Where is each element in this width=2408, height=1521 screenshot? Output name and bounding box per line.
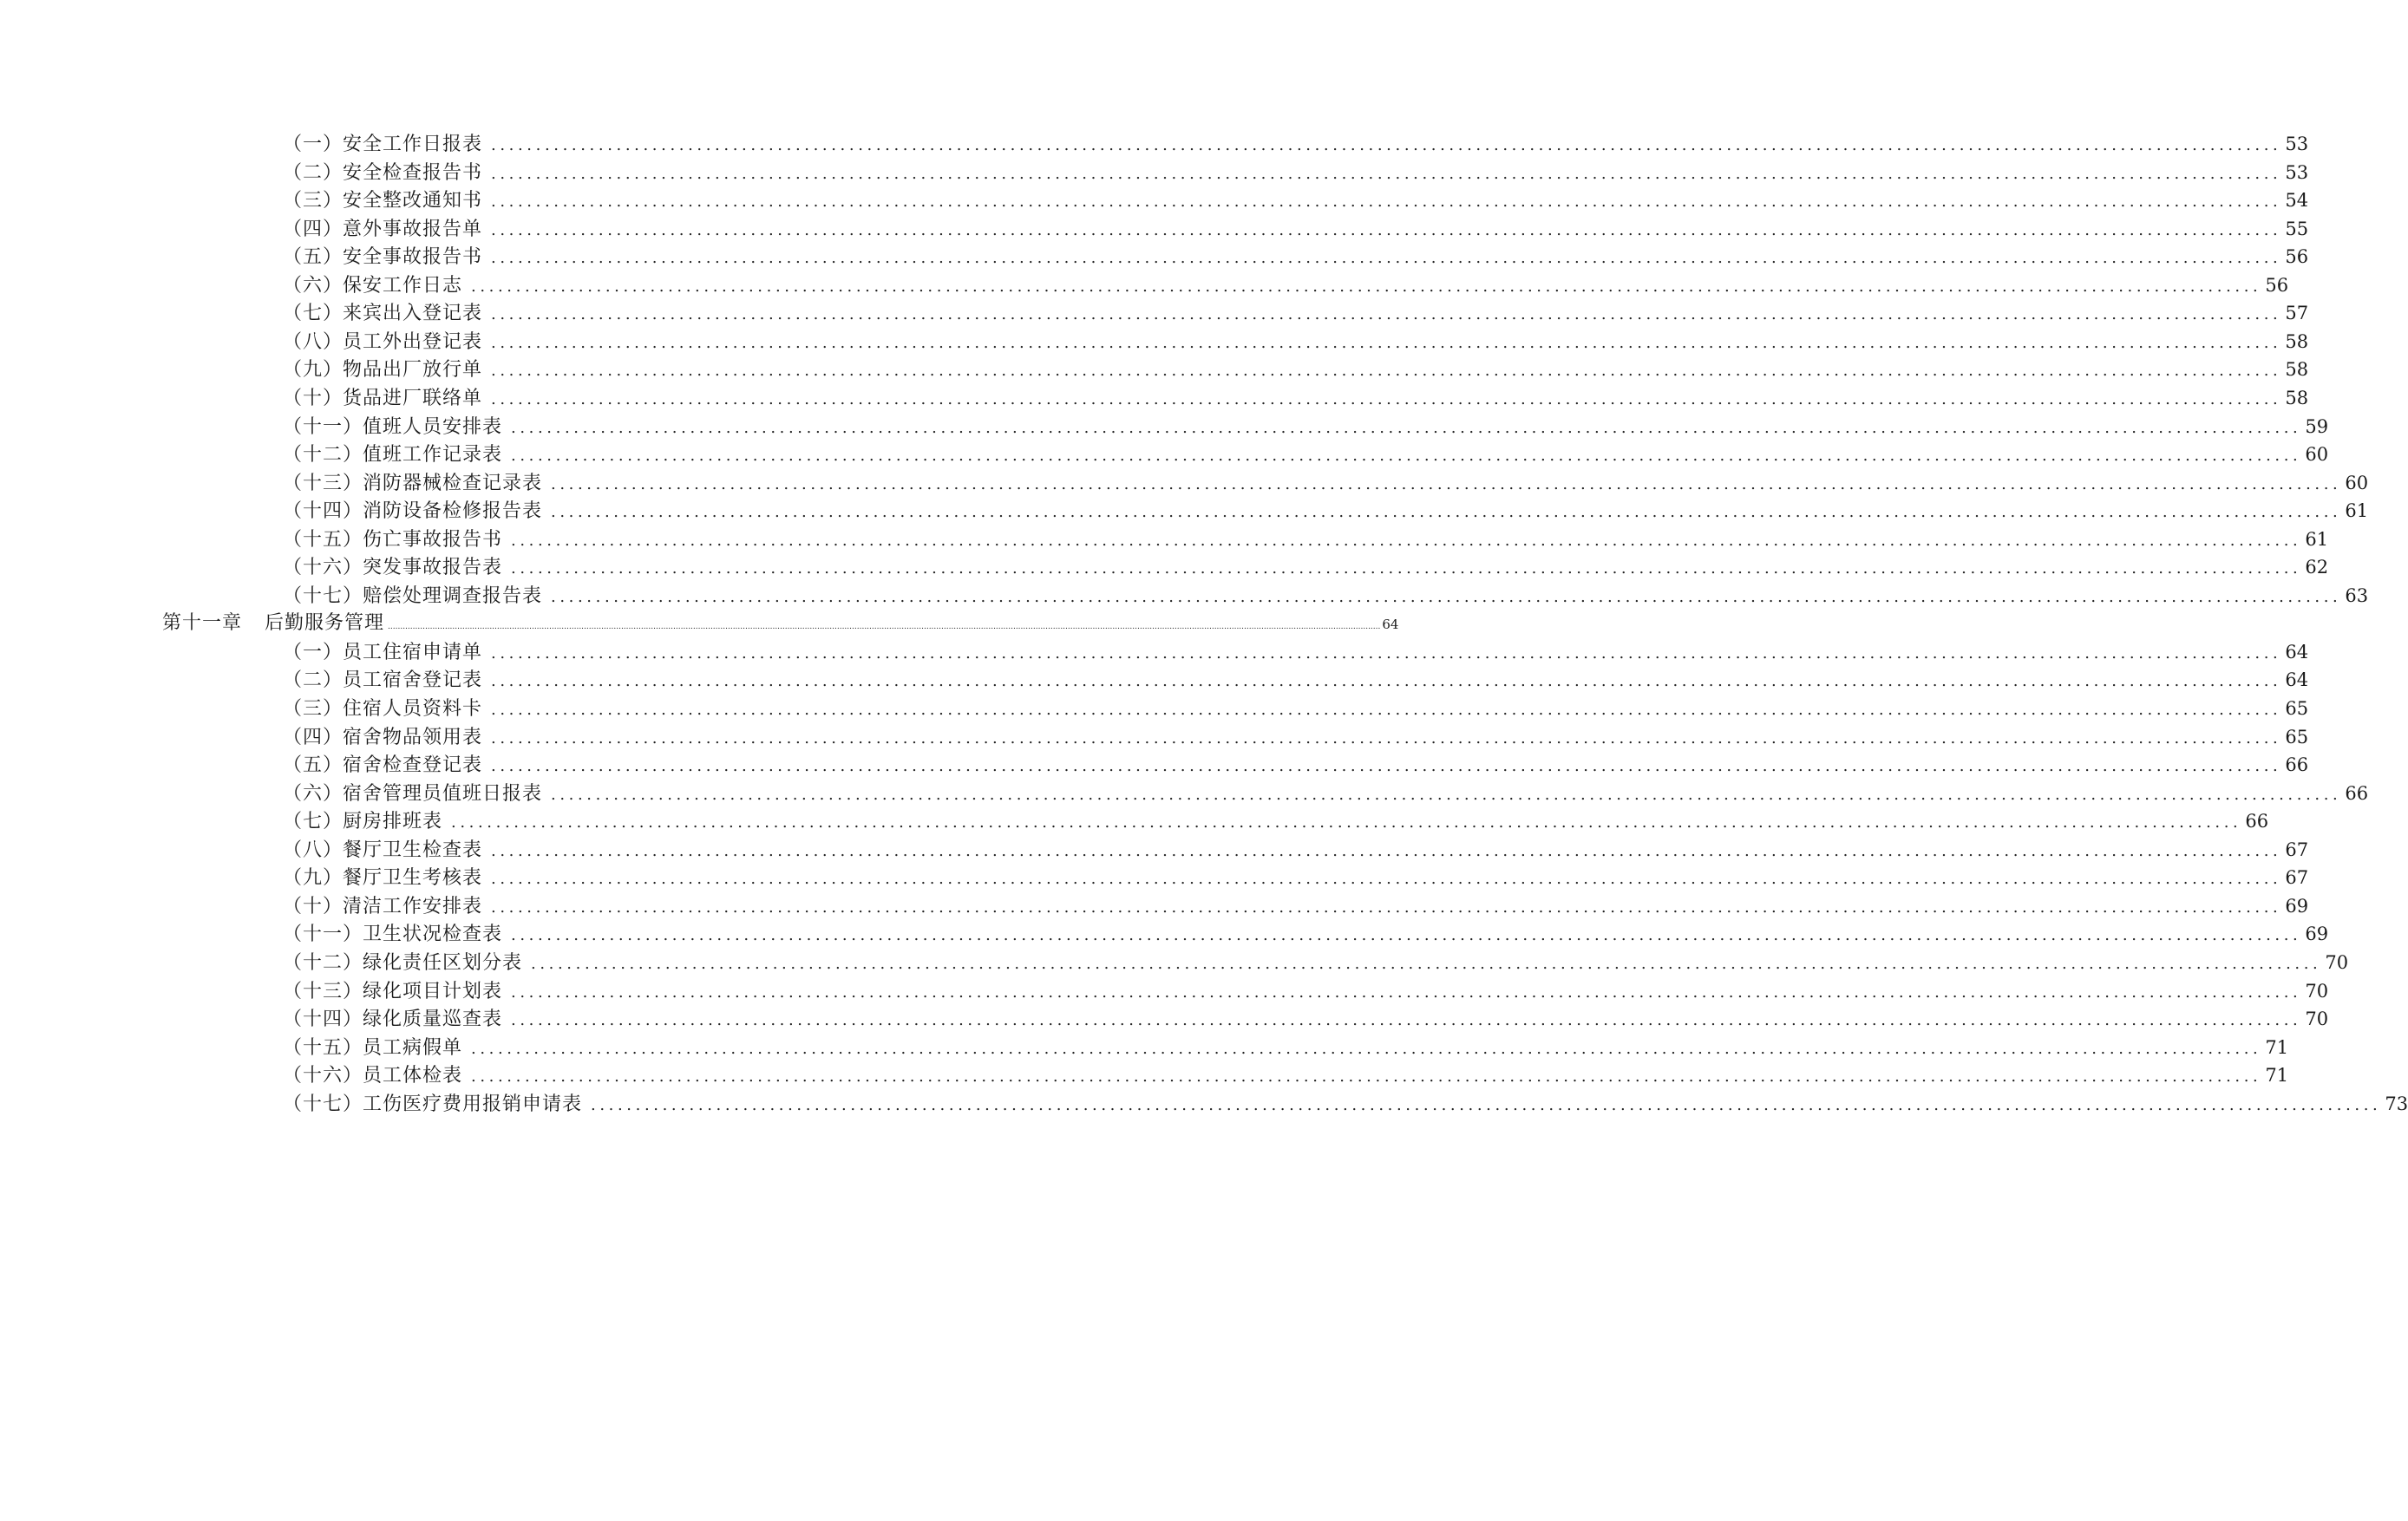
toc-entry-row[interactable]	[283, 469, 2369, 497]
page-number: 64	[2285, 669, 2309, 691]
dot-leader: ........................................................................................................................................................................................................	[471, 1039, 2262, 1058]
entry-title: （三）住宿人员资料卡	[283, 698, 483, 720]
dot-leader: ........................................................................................................................................................................................................	[491, 672, 2282, 691]
page-number: 69	[2285, 895, 2309, 917]
dot-leader: ........................................................................................................................................................................................................	[491, 389, 2282, 408]
entry-title: （四）宿舍物品领用表	[283, 726, 483, 748]
page-number: 58	[2285, 330, 2309, 352]
toc-entry-row[interactable]	[283, 271, 2289, 299]
entry-title: （五）宿舍检查登记表	[283, 754, 483, 777]
page-number: 53	[2285, 134, 2309, 154]
toc-entry-row[interactable]	[283, 215, 2309, 243]
dot-leader: ........................................................................................................................................................................................................	[511, 418, 2302, 437]
dot-leader: ........................................................................................................................................................................................................	[491, 249, 2282, 268]
toc-entry-row[interactable]	[283, 356, 2309, 383]
entry-title: （四）意外事故报告单	[283, 218, 483, 240]
toc-entry-row[interactable]	[283, 582, 2369, 610]
dot-leader: ................................................................................................................................................................................................................................................................................................................................................................................................................	[388, 623, 1381, 632]
toc-entry-row[interactable]	[283, 638, 2309, 666]
entry-title: （九）物品出厂放行单	[283, 359, 483, 382]
page-number: 65	[2285, 698, 2309, 719]
page-number: 60	[2305, 444, 2329, 466]
toc-entry-row[interactable]	[283, 695, 2309, 722]
page-number: 58	[2285, 359, 2309, 381]
page-number: 66	[2245, 811, 2269, 832]
entry-title: （十五）伤亡事故报告书	[283, 528, 503, 551]
toc-entry-row[interactable]	[283, 525, 2329, 553]
dot-leader: ........................................................................................................................................................................................................	[491, 164, 2282, 183]
dot-leader: ........................................................................................................................................................................................................	[511, 1011, 2302, 1030]
toc-entry-row[interactable]	[283, 130, 2309, 158]
toc-entry-row[interactable]	[283, 1061, 2289, 1089]
toc-entry-row[interactable]	[283, 497, 2369, 525]
page-number: 56	[2265, 274, 2289, 296]
entry-title: （十四）消防设备检修报告表	[283, 500, 543, 523]
page-number: 53	[2285, 161, 2309, 183]
page-number: 61	[2345, 500, 2369, 522]
page-number: 66	[2345, 782, 2369, 804]
page-number: 66	[2285, 754, 2309, 776]
toc-entry-row[interactable]	[283, 243, 2309, 271]
toc-entry-row[interactable]	[283, 723, 2309, 751]
toc-chapter-row[interactable]	[162, 610, 1399, 637]
dot-leader: ........................................................................................................................................................................................................	[551, 474, 2342, 493]
page-number: 70	[2325, 951, 2349, 973]
toc-entry-row[interactable]	[283, 299, 2309, 327]
toc-entry-row[interactable]	[283, 441, 2329, 468]
entry-title: （十二）绿化责任区划分表	[283, 951, 523, 974]
page-number: 65	[2285, 726, 2309, 747]
chapter-title: 后勤服务管理	[265, 612, 385, 635]
entry-title: （十一）值班人员安排表	[283, 415, 503, 438]
dot-leader: ........................................................................................................................................................................................................	[511, 559, 2302, 578]
dot-leader: ........................................................................................................................................................................................................	[491, 701, 2282, 719]
dot-leader: ........................................................................................................................................................................................................	[451, 813, 2242, 832]
page-number: 71	[2265, 1036, 2289, 1058]
dot-leader: ........................................................................................................................................................................................................	[491, 870, 2282, 889]
page-number: 73	[2385, 1093, 2408, 1114]
entry-title: （八）餐厅卫生检查表	[283, 839, 483, 861]
entry-title: （六）宿舍管理员值班日报表	[283, 782, 543, 805]
entry-title: （十三）消防器械检查记录表	[283, 472, 543, 494]
toc-entry-row[interactable]	[283, 159, 2309, 186]
toc-entry-row[interactable]	[283, 977, 2329, 1005]
entry-title: （十二）值班工作记录表	[283, 444, 503, 467]
dot-leader: ........................................................................................................................................................................................................	[511, 926, 2302, 945]
toc-entry-row[interactable]	[283, 751, 2309, 779]
entry-title: （十）清洁工作安排表	[283, 895, 483, 917]
entry-title: （五）安全事故报告书	[283, 246, 483, 269]
dot-leader: ........................................................................................................................................................................................................	[491, 305, 2282, 324]
entry-title: （九）餐厅卫生考核表	[283, 867, 483, 890]
entry-title: （十六）突发事故报告表	[283, 557, 503, 579]
page-number: 56	[2285, 246, 2309, 268]
dot-leader: ........................................................................................................................................................................................................	[551, 785, 2342, 804]
page-number: 64	[2285, 641, 2309, 663]
toc-entry-row[interactable]	[283, 949, 2349, 976]
entry-title: （二）员工宿舍登记表	[283, 669, 483, 692]
dot-leader: ........................................................................................................................................................................................................	[531, 954, 2322, 973]
dot-leader: ........................................................................................................................................................................................................	[491, 643, 2282, 663]
dot-leader: ........................................................................................................................................................................................................	[491, 362, 2282, 381]
entry-title: （七）厨房排班表	[283, 811, 443, 833]
toc-entry-row[interactable]	[283, 780, 2369, 807]
dot-leader: ........................................................................................................................................................................................................	[491, 898, 2282, 917]
dot-leader: ........................................................................................................................................................................................................	[491, 333, 2282, 352]
dot-leader: ........................................................................................................................................................................................................	[491, 728, 2282, 747]
page-number: 59	[2305, 415, 2329, 437]
dot-leader: ........................................................................................................................................................................................................	[491, 220, 2282, 239]
entry-title: （十四）绿化质量巡查表	[283, 1009, 503, 1031]
page-number: 71	[2265, 1065, 2289, 1087]
page-number: 69	[2305, 924, 2329, 945]
entry-title: （十）货品进厂联络单	[283, 387, 483, 409]
dot-leader: ........................................................................................................................................................................................................	[491, 193, 2282, 212]
toc-entry-row[interactable]	[283, 328, 2309, 356]
dot-leader: ........................................................................................................................................................................................................	[471, 1067, 2262, 1087]
toc-entry-row[interactable]	[283, 864, 2309, 891]
entry-title: （三）安全整改通知书	[283, 190, 483, 212]
page-number: 70	[2305, 980, 2329, 1002]
dot-leader: ........................................................................................................................................................................................................	[551, 503, 2342, 522]
toc-entry-row[interactable]	[283, 666, 2309, 694]
chapter-number: 第十一章	[162, 612, 243, 635]
dot-leader: ........................................................................................................................................................................................................	[511, 447, 2302, 466]
toc-entry-row[interactable]	[283, 413, 2329, 441]
dot-leader: ........................................................................................................................................................................................................	[491, 841, 2282, 860]
toc-entry-row[interactable]	[283, 384, 2309, 412]
page-number: 67	[2285, 867, 2309, 889]
page-number: 62	[2305, 557, 2329, 578]
toc-entry-row[interactable]	[283, 1034, 2289, 1061]
entry-title: （十三）绿化项目计划表	[283, 980, 503, 1002]
toc-entry-row[interactable]	[283, 807, 2269, 835]
page-number: 58	[2285, 387, 2309, 408]
page-number: 55	[2285, 218, 2309, 239]
toc-entry-row[interactable]	[283, 186, 2309, 214]
entry-title: （十七）工伤医疗费用报销申请表	[283, 1093, 583, 1115]
entry-title: （七）来宾出入登记表	[283, 303, 483, 325]
page-number: 67	[2285, 839, 2309, 860]
dot-leader: ........................................................................................................................................................................................................	[551, 587, 2342, 606]
page-number: 54	[2285, 190, 2309, 212]
entry-title: （十五）员工病假单	[283, 1036, 463, 1059]
entry-title: （十七）赔偿处理调查报告表	[283, 584, 543, 607]
entry-title: （十六）员工体检表	[283, 1065, 463, 1087]
page-number: 61	[2305, 528, 2329, 550]
toc-entry-row[interactable]	[283, 1090, 2408, 1118]
dot-leader: ........................................................................................................................................................................................................	[491, 136, 2282, 154]
dot-leader: ........................................................................................................................................................................................................	[511, 531, 2302, 550]
page-number: 57	[2285, 303, 2309, 324]
entry-title: （二）安全检查报告书	[283, 161, 483, 184]
toc-entry-row[interactable]	[283, 920, 2329, 948]
entry-title: （八）员工外出登记表	[283, 330, 483, 353]
entry-title: （一）安全工作日报表	[283, 134, 483, 155]
dot-leader: ........................................................................................................................................................................................................	[511, 982, 2302, 1002]
dot-leader: ........................................................................................................................................................................................................	[591, 1095, 2382, 1114]
page-number: 63	[2345, 584, 2369, 606]
dot-leader: ........................................................................................................................................................................................................	[471, 277, 2262, 296]
toc-entry-row[interactable]	[283, 892, 2309, 920]
toc-entry-row[interactable]	[283, 1005, 2329, 1033]
dot-leader: ........................................................................................................................................................................................................	[491, 757, 2282, 776]
entry-title: （十一）卫生状况检查表	[283, 924, 503, 946]
entry-title: （六）保安工作日志	[283, 274, 463, 297]
entry-title: （一）员工住宿申请单	[283, 641, 483, 663]
page-number: 70	[2305, 1009, 2329, 1030]
toc-entry-row[interactable]	[283, 836, 2309, 864]
page-number: 60	[2345, 472, 2369, 493]
page-number: 64	[1382, 617, 1399, 633]
toc-entry-row[interactable]	[283, 553, 2329, 581]
